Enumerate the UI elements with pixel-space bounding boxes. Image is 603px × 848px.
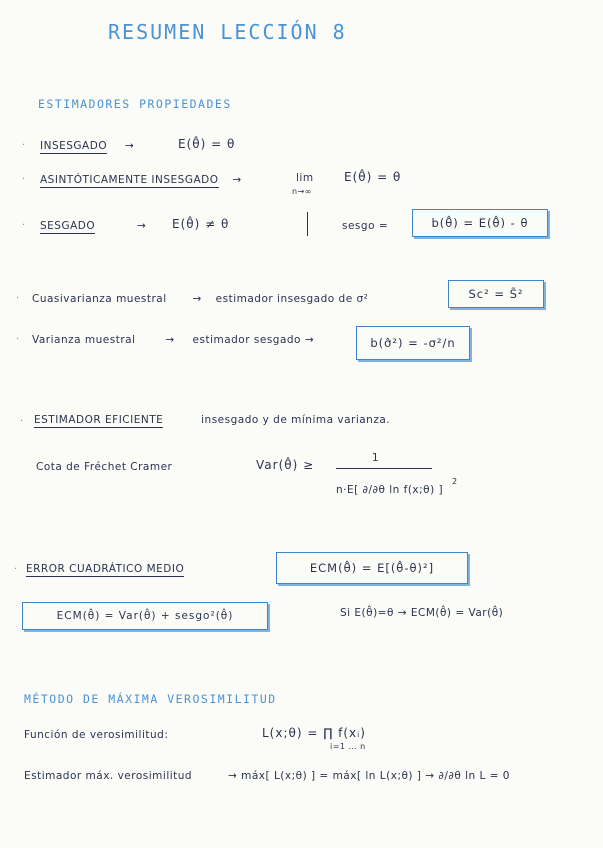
ecm-note: Si E(θ̂)=θ → ECM(θ̂) = Var(θ̂) xyxy=(340,607,504,619)
page-title: RESUMEN LECCIÓN 8 xyxy=(108,20,347,44)
funcion-formula: L(x;θ) = ∏ f(xᵢ) xyxy=(262,726,366,740)
var-formula: Var(θ̂) ≥ xyxy=(256,458,315,472)
asintoticamente-row xyxy=(40,174,242,186)
bullet: · xyxy=(16,334,20,345)
arrow-icon: → xyxy=(232,174,242,186)
lim-sub: n→∞ xyxy=(292,187,312,196)
metodo-heading: MÉTODO DE MÁXIMA VEROSIMILITUD xyxy=(24,692,277,706)
bullet: · xyxy=(22,220,26,231)
cota-exponent: 2 xyxy=(452,477,458,486)
cuasivarianza-text: estimador insesgado de σ² xyxy=(215,293,369,305)
sesgado-formula: E(θ̂) ≠ θ xyxy=(172,217,230,231)
arrow-icon: → xyxy=(136,220,147,232)
lim-label: lim xyxy=(296,172,314,184)
cota-label: Cota de Fréchet Cramer xyxy=(36,461,173,473)
varianza-row xyxy=(32,334,314,346)
ecm-label: ERROR CUADRÁTICO MEDIO xyxy=(26,563,185,575)
funcion-label: Función de verosimilitud: xyxy=(24,729,169,741)
sesgo-box: b(θ̂) = E(θ̂) - θ xyxy=(412,209,548,237)
cota-numerator: 1 xyxy=(372,452,380,464)
arrow-icon: → xyxy=(124,140,135,152)
asintoticamente-formula: E(θ̂) = θ xyxy=(344,170,402,184)
cuasivarianza-row xyxy=(32,293,368,305)
sesgo-label: sesgo = xyxy=(342,220,389,232)
estimador-formula: → máx[ L(x;θ) ] = máx[ ln L(x;θ) ] → ∂/∂θ ln L = 0 xyxy=(228,770,510,782)
prod-limits: i=1 … n xyxy=(330,742,366,751)
cuasivarianza-box: Sc² = S̃² xyxy=(448,280,544,308)
arrow-icon: → xyxy=(165,334,175,346)
bullet: · xyxy=(20,416,24,427)
varianza-label: Varianza muestral xyxy=(32,334,136,346)
arrow-icon: → xyxy=(192,293,202,305)
bullet: · xyxy=(16,293,20,304)
bullet: · xyxy=(22,140,26,151)
fraction-line xyxy=(336,468,432,469)
cuasivarianza-label: Cuasivarianza muestral xyxy=(32,293,167,305)
estimadores-heading: ESTIMADORES PROPIEDADES xyxy=(38,97,232,111)
sesgado-row xyxy=(40,220,146,232)
sesgado-label: SESGADO xyxy=(40,220,96,232)
insesgado-label: INSESGADO xyxy=(40,140,108,152)
bullet: · xyxy=(22,174,26,185)
estimador-label: Estimador máx. verosimilitud xyxy=(24,770,193,782)
insesgado-row xyxy=(40,140,134,152)
ecm-box-1: ECM(θ̂) = E[(θ̂-θ)²] xyxy=(276,552,468,584)
eficiente-row xyxy=(34,414,390,426)
varianza-box: b(σ̂²) = -σ²/n xyxy=(356,326,470,360)
ecm-box-2: ECM(θ̂) = Var(θ̂) + sesgo²(θ̂) xyxy=(22,602,268,630)
varianza-text: estimador sesgado → xyxy=(192,334,315,346)
cota-denominator: n·E[ ∂/∂θ ln f(x;θ) ] xyxy=(336,484,444,496)
ecm-row xyxy=(26,563,184,575)
insesgado-formula: E(θ̂) = θ xyxy=(178,137,236,151)
eficiente-text: insesgado y de mínima varianza. xyxy=(201,414,391,426)
bullet: · xyxy=(14,564,18,575)
divider xyxy=(307,212,308,236)
asintoticamente-label: ASINTÓTICAMENTE INSESGADO xyxy=(40,174,219,186)
eficiente-label: ESTIMADOR EFICIENTE xyxy=(34,414,164,426)
